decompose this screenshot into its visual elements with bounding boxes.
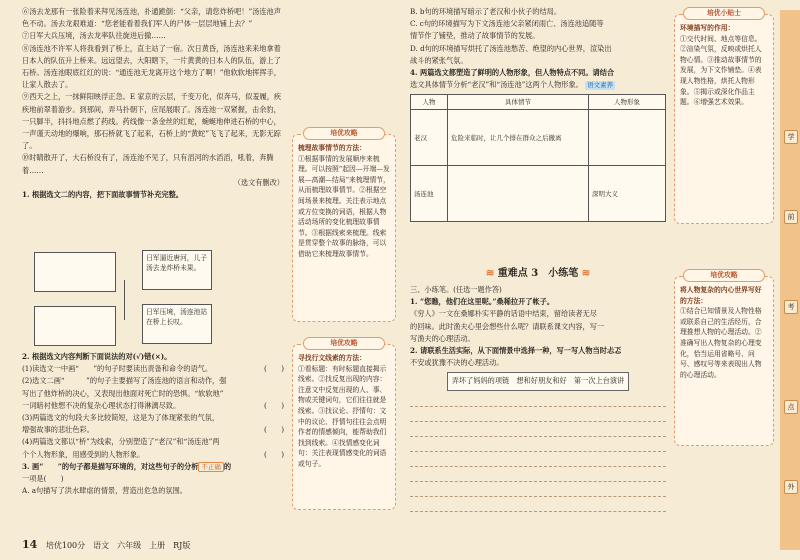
q3-option-b: B. b句的环境描写暗示了老汉和小伙子的结局。 (410, 7, 562, 16)
diagram-blank-box-1[interactable] (34, 252, 116, 292)
table-header (411, 95, 666, 110)
tip-box-inner-world (674, 271, 774, 446)
answer-paren[interactable]: ( ) (264, 364, 284, 374)
q2-item-3a: (3)两篇选文的句段大多比较简短，这是为了体现紧张的气氛， (22, 413, 220, 423)
q2-item-4b: 个个人物形象，用感受到的人物形象。 ( ) (22, 449, 284, 461)
header-cell: 具体情节 (448, 95, 589, 110)
tip-box-title: 培优攻略 (683, 269, 765, 282)
q3-option-c1: C. c句的环境描写为下文汤连池父亲紧闭雨亡、汤连池追随等 (410, 19, 604, 29)
answer-paren[interactable]: ( ) (264, 400, 284, 410)
diagram-arrow (124, 280, 137, 320)
diagram-step-1: 日军逼近唐河，儿子汤去龙炸桥未果。 (142, 250, 212, 290)
left-column-lower (22, 351, 284, 497)
cell-image-blank[interactable] (589, 110, 666, 166)
book-title: 培优100分 语文 六年级 上册 RJ版 (45, 541, 191, 550)
source-note: （选文有删改） (233, 177, 284, 187)
scenario-options: 弄坏了妈妈的项链 想和好朋友和好 第一次上台演讲 (447, 372, 630, 390)
table-row (411, 110, 666, 166)
q3-option-d1: D. d句的环境描写烘托了汤连池愁苦、绝望的内心世界，渲染出 (410, 43, 612, 53)
diagram-blank-box-2[interactable] (34, 306, 116, 346)
writing-task-1-d: 写渔夫的心理活动。 (410, 333, 475, 343)
cell-person: 汤连池 (411, 166, 448, 222)
paragraph-8: ⑧汤连池不许军人将我看到了桥上，直主站了一宿。次日黄昏，汤连池来来地拿着日本人的队伍升上桥来。远远望去，大阳瞎下，一片黄黄的日本人的队伍，游上了石桥。汤连池眼底红红的说：“通连池无龙离开这个地方了啊！”他软软地挥挥手，让家人散去了。 (22, 43, 281, 90)
character-table (410, 94, 666, 222)
cell-plot-blank[interactable] (448, 166, 589, 222)
plot-diagram (34, 250, 280, 350)
tip-box-clue (292, 339, 396, 510)
q3-option-d2: 战斗的紧张气氛。 (410, 55, 468, 65)
table-row (411, 166, 666, 222)
left-column (22, 6, 284, 201)
practice-section (410, 284, 666, 512)
q3-option-c2: 情节作了铺垫，推动了故事情节的发展。 (410, 31, 540, 41)
q2-item-2b: 写出了他炸桥的决心，又表现出他面对死亡时的恐惧。“软软地” (22, 388, 224, 398)
tip-body: ①看标题：有时标题直接揭示线索。②找反复出现的内容：注意文中反复出现的人、事、物或关键词句，它们往往就是线索。③找议论、抒情句：文中的议论、抒情句往往会点明作者的情感倾向，能帮助我们找到线索。④找情感变化词句：关注表现情感变化的词语或句子。 (298, 364, 387, 468)
chapter-tab[interactable]: 考 (784, 300, 798, 314)
q2-item-2a: (2)选文二画“ ”的句子主要描写了汤连池的语言和动作，强 (22, 376, 227, 386)
paragraph-9: ⑨西天之上，一抹鲜阳映浮正急。E 家京的云层，千变万化，似奔马，似羞履，疾疾地前翠着游步。到那间，弄马扑朝下，应尾展眼了。汤连池一双紧握，击余豹，一只脚半，抖抖地点燃了药线。药线像一条金丝的红蛇，蜿蜒地伸进石桥的中心，一声谨天动地的爆响，那石桥就飞了起来，石桥上的“黄蛇”飞飞了起来，无影无踪了。 (22, 92, 282, 151)
not-correct-badge: 不正确 (198, 462, 224, 472)
section-heading: ≋ 重难点 3 小练笔 ≋ (485, 268, 591, 279)
q2-item-2c: 一词暗衬他想不决的复杂心理状态打得淋漓尽致。 ( ) (22, 400, 284, 412)
writing-task-1: 1. “您瞧，他们在这里呢。”桑稀拉开了帐子。 (410, 297, 555, 307)
chapter-tab[interactable]: 点 (784, 400, 798, 414)
middle-column (410, 6, 666, 222)
question-2: 2. 根据选文内容判断下面说法的对(√)错(×)。 (22, 352, 172, 361)
question-1: 1. 根据选文二的内容，把下面故事情节补充完整。 (22, 190, 183, 200)
q2-item-4a: (4)两篇选文都以“桥”为线索，分别塑造了“老汉”和“汤连池”两 (22, 437, 220, 447)
page-footer (22, 538, 190, 551)
header-cell: 人物 (411, 95, 448, 110)
literacy-badge: 语文素养 (587, 81, 614, 90)
tip-box-title: 培优攻略 (303, 337, 385, 350)
chapter-tab[interactable]: 外 (784, 480, 798, 494)
tip-box-environment (674, 9, 774, 224)
tip-body: ①交代时间、地点等信息。②渲染气氛，反映或烘托人物心情。③推动故事情节的发展，为下文作铺垫。④表现人物性格，烘托人物形象。⑤揭示或深化作品主题。⑥增强艺术效果。 (680, 34, 762, 107)
tip-box-plot (292, 129, 396, 322)
tip-heading: 寻找行文线索的方法： (298, 354, 366, 362)
chapter-tab-strip (780, 10, 800, 550)
tip-heading: 环境描写的作用： (680, 24, 735, 32)
question-4: 4. 两篇选文都塑造了鲜明的人物形象，但人物特点不同。请结合 (410, 68, 615, 78)
q2-item-3b: 增强故事的悲壮色彩。 ( ) (22, 424, 284, 436)
writing-task-2: 2. 请联系生活实际，从下面情景中选择一种，写一写人物当时忐忑 (410, 346, 622, 356)
writing-task-1-c: 的回味。此时渔夫心里会想些什么呢？请联系课文内容，写一 (410, 321, 605, 331)
tip-body: ①根据事情的发展顺序来梳理。可以按照“起因—开端—发展—高潮—结局”来梳理情节，从而梳理故事情节。②根据空间场景来梳理。关注表示地点或方位变换的词语，根据人物活动场所的变化梳理故事情节。③根据线索来梳理。线索是贯穿整个故事的脉络，可以借助它来梳理故事情节。 (298, 154, 390, 258)
chapter-tab[interactable]: 前 (784, 210, 798, 224)
tip-heading: 梳理故事情节的方法： (298, 144, 366, 152)
tip-heading: 将人物复杂的内心世界写好的方法： (680, 286, 762, 305)
tip-body: ①结合已知情景及人物性格或联系自己的生活经历，合理推想人物的心理活动。②准确写出人物复杂的心理变化，恰当运用省略号、问号、感叹号等来表现出人物的心理活动。 (680, 307, 762, 379)
cell-person: 老汉 (411, 110, 448, 166)
practice-subtitle: 三、小练笔。(任选一题作答) (410, 285, 502, 294)
header-cell: 人物形象 (589, 95, 666, 110)
page-number: 14 (22, 538, 38, 551)
answer-paren[interactable]: ( ) (264, 449, 284, 459)
cell-plot: 危险来临时，让几个排在群众之后撤离 (448, 110, 589, 166)
tip-box-title: 培优小贴士 (683, 7, 765, 20)
diagram-step-2: 日军压境，汤连池站在桥上长叹。 (142, 304, 212, 344)
cell-image: 深明大义 (589, 166, 666, 222)
paragraph-10: ⑩时睛散开了，大石桥没有了，汤连池不见了，只有滔河的水滔滔，吼着，奔腾着…… (22, 153, 274, 175)
writing-lines[interactable] (410, 394, 666, 512)
question-4-b: 选文具体情节分析“老汉”和“汤连池”这两个人物形象。 语文素养 (410, 80, 614, 90)
answer-paren[interactable]: ( ) (264, 425, 284, 435)
question-3: 3. 画“ ”的句子都是描写环境的，对这些句子的分析 不正确 的 (22, 461, 232, 471)
chapter-tab[interactable]: 学 (784, 130, 798, 144)
q3-option-a: A. a句描写了洪水肆虐的情景，营造出危急的氛围。 (22, 486, 187, 496)
q2-item-1: (1)读选文一中画“ ”的句子时要读出责备和命令的语气。 ( ) (22, 363, 284, 375)
writing-task-1-b: 《穷人》一文在桑娜朴实平静的话语中结束，留给读者无尽 (410, 309, 597, 319)
writing-task-2-b: 不安或犹豫不决的心理活动。 (410, 358, 504, 368)
tip-box-title: 培优攻略 (303, 127, 385, 140)
paragraph-7: ⑦日军大兵压境，汤去龙率队往旋进后撤…… (22, 31, 166, 41)
paragraph-6: ⑥汤去龙那有一张险着来拜见汤连池，扑通跪倒：“父亲，请您炸桥吧！”汤连池声色不动。汤去龙艰难道：“您老能看着我们军人的尸体一层层地铺上去？” (22, 7, 281, 29)
question-3-tail: 一项是( ) (22, 474, 64, 484)
